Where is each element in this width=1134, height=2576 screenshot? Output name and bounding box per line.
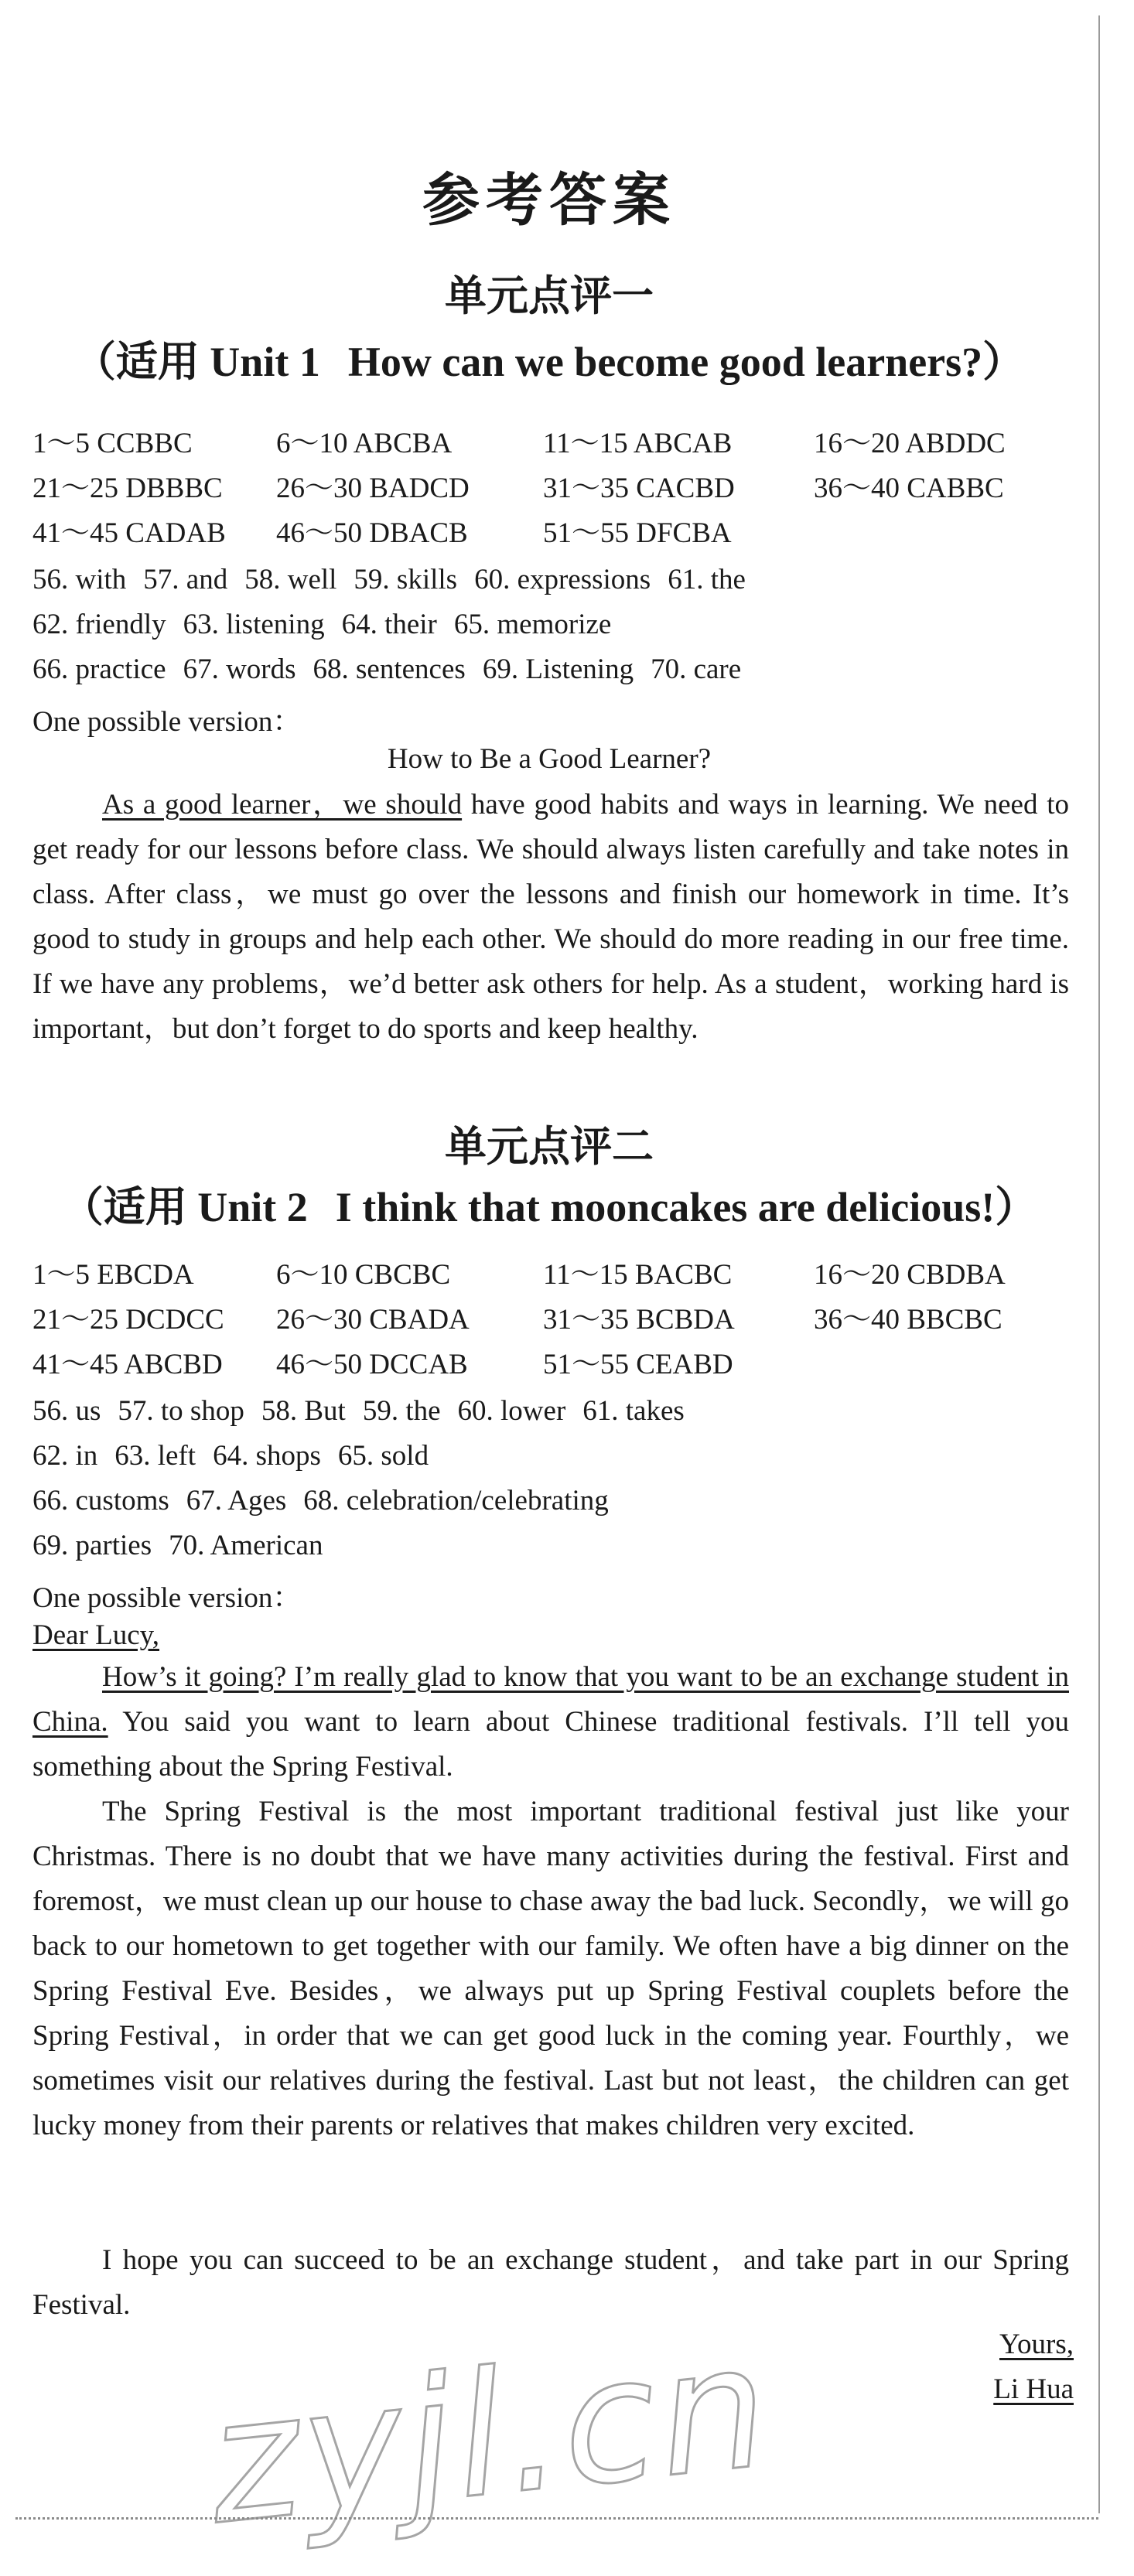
version-label: One possible version：: [32, 706, 302, 738]
answer-cell: 6～10 ABCBA: [276, 428, 453, 459]
answer-cell: 31～35 BCBDA: [543, 1304, 735, 1336]
answer-cell: 46～50 DBACB: [276, 517, 468, 549]
section-2-unit: （适用 Unit 2 I think that mooncakes are delicious!）: [61, 1184, 1037, 1230]
signature: Li Hua: [993, 2373, 1074, 2405]
answer-cell: 26～30 CBADA: [276, 1304, 470, 1336]
essay-body: As a good learner，we should have good habits and ways in learning. We need to get ready for our lessons before class. We should always listen carefully and take notes in class. After class，we must go over the lessons and finish our homework in time. It’s good to study in groups and help each other. We should do more reading in our free time. If we have any problems，we’d better ask others for help. As a student，working hard is important，but don’t forget to do sports and keep healthy.: [32, 789, 1069, 1045]
letter-paragraph-1: How’s it going? I’m really glad to know that you want to be an exchange student in China. You said you want to learn about Chinese traditional festivals. I’ll tell you something about the Spring Festival.: [32, 1661, 1069, 1783]
answer-cell: 26～30 BADCD: [276, 473, 470, 504]
answer-cell: 41～45 ABCBD: [32, 1349, 223, 1380]
bottom-dotted-rule: [15, 2517, 1098, 2520]
underlined-sentence: How’s it going? I’m really glad to know that you want to be an exchange student in China.: [32, 1661, 1069, 1738]
salutation: Dear Lucy,: [32, 1619, 160, 1651]
fill-line: 56. with 57. and 58. well 59. skills 60. expressions 61. the: [32, 564, 746, 595]
essay-title: How to Be a Good Learner?: [387, 743, 712, 775]
answer-cell: 51～55 CEABD: [543, 1349, 733, 1380]
version-label: One possible version：: [32, 1582, 302, 1614]
answer-cell: 16～20 ABDDC: [814, 428, 1006, 459]
answer-cell: 16～20 CBDBA: [814, 1259, 1006, 1291]
page-title: 参考答案: [422, 167, 676, 234]
answer-cell: 36～40 CABBC: [814, 473, 1004, 504]
fill-line: 69. parties 70. American: [32, 1530, 323, 1561]
fill-line: 62. in 63. left 64. shops 65. sold: [32, 1440, 429, 1472]
fill-line: 66. practice 67. words 68. sentences 69. Listening 70. care: [32, 653, 742, 685]
answer-cell: 21～25 DCDCC: [32, 1304, 224, 1336]
section-2-heading: 单元点评二: [445, 1122, 654, 1171]
letter-paragraph-2: The Spring Festival is the most important traditional festival just like your Christmas. There is no doubt that we have many activities during the festival. First and foremost，we must clean up our house to chase away the bad luck. Secondly，we will go back to our hometown to get together with our family. We often have a big dinner on the Spring Festival Eve. Besides，we always put up Spring Festival couplets before the Spring Festival，in order that we can get good luck in the coming year. Fourthly，we sometimes visit our relatives during the festival. Last but not least，the children can get lucky money from their parents or relatives that makes children very excited.: [32, 1796, 1069, 2141]
answer-cell: 1～5 CCBBC: [32, 428, 193, 459]
answer-cell: 46～50 DCCAB: [276, 1349, 468, 1380]
fill-line: 66. customs 67. Ages 68. celebration/celebrating: [32, 1485, 609, 1517]
answer-cell: 11～15 ABCAB: [543, 428, 733, 459]
answer-cell: 31～35 CACBD: [543, 473, 735, 504]
underlined-sentence: As a good learner，we should: [102, 789, 463, 821]
section-1-unit: （适用 Unit 1 How can we become good learners?）: [73, 339, 1025, 385]
closing: Yours,: [999, 2329, 1074, 2360]
right-margin-rule: [1098, 15, 1100, 2513]
letter-paragraph-3: I hope you can succeed to be an exchange student，and take part in our Spring Festival.: [32, 2244, 1069, 2321]
answer-cell: 36～40 BBCBC: [814, 1304, 1002, 1336]
answer-cell: 51～55 DFCBA: [543, 517, 732, 549]
answer-cell: 11～15 BACBC: [543, 1259, 733, 1291]
fill-line: 62. friendly 63. listening 64. their 65. memorize: [32, 609, 612, 640]
answer-cell: 21～25 DBBBC: [32, 473, 223, 504]
fill-line: 56. us 57. to shop 58. But 59. the 60. lower 61. takes: [32, 1395, 685, 1427]
answer-cell: 6～10 CBCBC: [276, 1259, 451, 1291]
answer-cell: 41～45 CADAB: [32, 517, 226, 549]
watermark-logo: zyjl.cn: [200, 2306, 780, 2563]
section-1-heading: 单元点评一: [445, 271, 654, 320]
answer-cell: 1～5 EBCDA: [32, 1259, 194, 1291]
